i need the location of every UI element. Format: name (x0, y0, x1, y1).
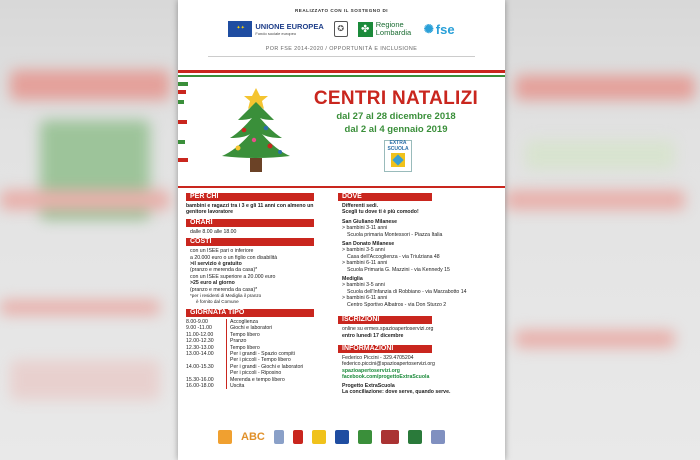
schedule-row (186, 383, 332, 389)
schedule-activity: Giochi e laboratori (226, 325, 272, 331)
section-header-iscrizioni: ISCRIZIONI (338, 316, 432, 324)
red-band (178, 70, 505, 73)
schedule-time: 9.00 -11.00 (186, 325, 212, 332)
program-line: POR FSE 2014-2020 / OPPORTUNITÀ E INCLUSIONE (208, 46, 475, 57)
site-line: > bambini 3-5 anni (342, 247, 385, 254)
orari-text: dalle 8.00 alle 18.00 (190, 228, 237, 235)
eu-logo (228, 21, 323, 37)
partner-logo-icon (358, 430, 372, 444)
blur-band (0, 190, 170, 210)
partner-logo-icon (431, 430, 445, 444)
schedule-time: 11.00-12.00 (186, 331, 214, 338)
schedule-time: 13.00-14.00 (186, 350, 214, 357)
schedule-time: 12.00-12.30 (186, 338, 214, 345)
badge-text: EXTRA SCUOLA (387, 140, 409, 152)
extrascuola-logo-icon (391, 153, 405, 167)
blur-band (10, 70, 170, 100)
green-band (178, 75, 505, 77)
section-header-informazioni: INFORMAZIONI (338, 345, 432, 353)
blur-band (0, 300, 160, 315)
costi-line: a 20.000 euro o un figlio con disabilità (190, 254, 278, 261)
dove-intro: Differenti sedi. (342, 203, 379, 209)
main-title: CENTRI NATALIZI (313, 88, 479, 109)
costi-line: (pranzo e merenda da casa)* (190, 286, 258, 293)
blur-band (515, 75, 695, 100)
costi-line: con un ISEE pari o inferiore (190, 248, 254, 255)
blur-band (525, 140, 675, 170)
slogan: La conciliazione: dove serve, quando serve. (342, 388, 451, 395)
iscrizioni-line[interactable]: online su ermes.spazioapertoservizi.org (342, 326, 434, 333)
abc-logo: ABC (241, 431, 265, 443)
partner-logo-icon (335, 430, 349, 444)
schedule-time: 12.30-13.00 (186, 344, 214, 351)
costi-line: con un ISEE superiore a 20.000 euro (190, 273, 276, 280)
contact-email[interactable]: federico.piccini@spazioapertoservizi.org (342, 361, 435, 368)
section-header-costi: COSTI (186, 238, 314, 246)
contact-name: Federico Piccini - 329.4705204 (342, 354, 414, 361)
logo-row (178, 19, 505, 39)
costi-line: >25 euro al giorno (190, 280, 235, 287)
site-name: San Donato Milanese (342, 241, 395, 248)
fse-text: fse (435, 21, 455, 37)
schedule-activity: Uscita (226, 383, 244, 389)
site-line: Centro Sportivo Albatros - via Don Sturzo 2 (347, 301, 447, 308)
schedule-activity: Per i grandi - Giochi e laboratori (226, 364, 303, 370)
date-range-1: dal 27 al 28 dicembre 2018 (336, 111, 456, 122)
blur-band (505, 190, 685, 210)
section-divider (178, 186, 505, 188)
flyer (178, 0, 505, 460)
left-column (186, 190, 332, 389)
schedule-activity: Per i piccoli - Riposino (226, 370, 281, 376)
schedule-activity: Tempo libero (226, 345, 260, 351)
right-column (338, 190, 498, 395)
partner-logo-icon (312, 430, 326, 444)
schedule-time: 8.00-9.00 (186, 318, 208, 325)
costi-note: è fornito dal Comune (196, 299, 239, 305)
costi-line: >il servizio è gratuito (190, 261, 242, 268)
section-header-giornata: GIORNATA TIPO (186, 309, 314, 317)
partner-logo-icon (218, 430, 232, 444)
site-line: > bambini 6-11 anni (342, 260, 388, 267)
schedule-activity: Merenda e tempo libero (226, 377, 285, 383)
iscrizioni-deadline: entro lunedì 17 dicembre (342, 332, 404, 339)
website-link[interactable]: spazioapertoservizi.org (342, 367, 400, 374)
costi-note: *per i residenti di Mediglia il pranzo (190, 293, 262, 299)
site-line: > bambini 3-11 anni (342, 225, 388, 232)
project-name: Progetto ExtraScuola (342, 382, 395, 389)
partner-logo-icon (381, 430, 399, 444)
schedule-activity: Accoglienza (226, 319, 258, 325)
italy-emblem-icon: ✪ (334, 21, 348, 37)
fse-icon: ✺ (423, 22, 434, 36)
title-block (296, 88, 496, 136)
background-blur-right (505, 0, 700, 460)
costi-line: (pranzo e merenda da casa)* (190, 267, 258, 274)
eu-sub: Fondo sociale europeo (255, 30, 297, 36)
facebook-link[interactable]: facebook.com/progettoExtraScuola (342, 374, 430, 381)
section-header-per-chi: PER CHI (186, 193, 314, 201)
section-header-orari: ORARI (186, 219, 314, 227)
site-name: Mediglia (342, 276, 363, 283)
schedule-table (186, 319, 332, 389)
schedule-time: 14.00-15.30 (186, 363, 214, 370)
dove-intro: Scegli tu dove ti è più comodo! (342, 209, 419, 216)
partner-logo-icon (408, 430, 422, 444)
eu-flag-icon: ✦✦ (228, 21, 252, 37)
lombardia-icon: ✤ (358, 22, 373, 37)
municipality-crest-icon (274, 430, 284, 444)
date-range-2: dal 2 al 4 gennaio 2019 (344, 124, 448, 135)
fse-logo (424, 22, 455, 37)
lombardia-logo (358, 21, 414, 37)
schedule-time: 15.30-16.00 (186, 376, 214, 383)
schedule-activity: Tempo libero (226, 332, 260, 338)
site-line: > bambini 3-5 anni (342, 282, 385, 289)
extrascuola-badge (384, 140, 412, 172)
site-line: Scuola dell'Infanzia di Robbiano - via Marzabotto 14 (347, 288, 467, 295)
site-line: Scuola Primaria G. Mazzini - via Kennedy 15 (347, 266, 450, 273)
site-line: Casa dell'Accoglienza - via Triulziana 48 (347, 253, 440, 260)
section-header-dove: DOVE (338, 193, 432, 201)
tree-icon (178, 80, 293, 185)
region-name: Regione Lombardia (375, 20, 412, 37)
per-chi-text: bambini e ragazzi tra i 3 e gli 11 anni con almeno un genitore lavoratore (186, 203, 314, 216)
schedule-activity: Per i grandi - Spazio compiti (226, 351, 295, 357)
site-line: > bambini 6-11 anni (342, 295, 388, 302)
site-line: Scuola primaria Montessori - Piazza Italia (347, 231, 443, 238)
municipality-crest-icon (293, 430, 303, 444)
site-name: San Giuliano Milanese (342, 218, 398, 225)
schedule-activity: Pranzo (226, 338, 246, 344)
blur-band (10, 360, 160, 400)
blur-band (515, 330, 675, 348)
partner-logos (218, 430, 445, 444)
sponsor-text: REALIZZATO CON IL SOSTEGNO DI (294, 8, 389, 13)
schedule-time: 16.00-18.00 (186, 382, 214, 389)
background-blur-left (0, 0, 178, 460)
schedule-activity: Per i piccoli - Tempo libero (226, 357, 291, 363)
christmas-tree-illustration (178, 80, 293, 185)
eu-name: UNIONE EUROPEA (255, 21, 324, 31)
